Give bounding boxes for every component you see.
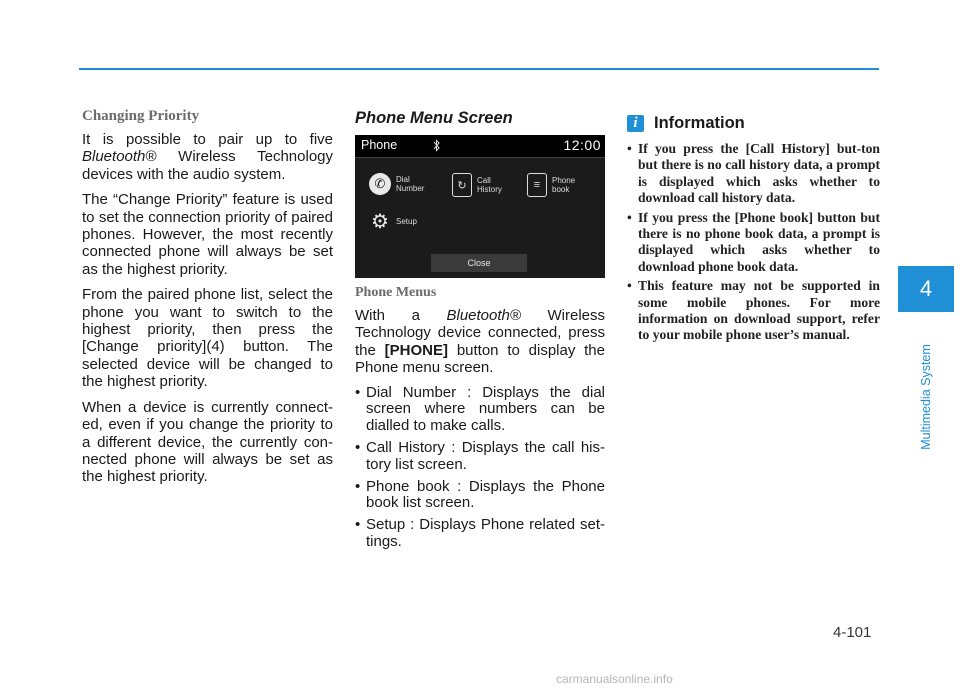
list-item: • Dial Number : Displays the dial screen where numbers can be dialled to make calls. (355, 385, 605, 435)
phone-menu-screen-title: Phone Menu Screen (355, 109, 513, 127)
top-rule (79, 68, 879, 70)
list-item: • This feature may not be supported in some mobile phones. For more information on download support, refer to your mobile phone user’s manual. (627, 278, 880, 344)
phone-handset-icon: ✆ (369, 173, 391, 195)
phone-book-icon: ≡ (527, 173, 547, 197)
paragraph-pairing: It is possible to pair up to five Bluetooth® Wireless Technology devices with the audio system. (82, 131, 333, 183)
page-number: 4-101 (833, 624, 872, 641)
list-item: • If you press the [Phone book] button but there is no phone book data, a prompt is displayed which asks whether to download phone book data. (627, 210, 880, 276)
info-icon: i (627, 115, 644, 132)
paragraph-connected-device: When a device is currently connect-ed, even if you change the priority to a different device, the currently con-nected phone will always be set as the highest priority. (82, 398, 333, 486)
list-item: • Call History : Displays the call his-tory list screen. (355, 440, 605, 474)
screen-clock: 12:00 (563, 137, 601, 153)
phone-menu-screenshot (355, 135, 605, 278)
dial-number-label: Dial Number (396, 175, 425, 193)
phone-menu-list (355, 385, 605, 551)
gear-icon: ⚙ (371, 210, 389, 233)
phone-menus-heading: Phone Menus (355, 285, 437, 300)
information-list (627, 141, 880, 344)
column-information (627, 108, 880, 347)
paragraph-change-priority: The “Change Priority” feature is used to set the connection priority of paired phones. However, the most recently connected phone will always be set as the highest priority. (82, 191, 333, 278)
phone-book-button[interactable] (527, 173, 592, 197)
chapter-label: Multimedia System (919, 344, 933, 450)
column-changing-priority (82, 108, 333, 494)
close-button[interactable]: Close (431, 254, 527, 272)
list-item: • Phone book : Displays the Phone book list screen. (355, 479, 605, 513)
dial-number-button[interactable] (369, 173, 436, 195)
call-history-label: Call History (477, 176, 502, 194)
phone-book-label: Phone book (552, 176, 576, 194)
phone-menus-intro: With a Bluetooth® Wireless Technology device connected, press the [PHONE] button to display the Phone menu screen. (355, 307, 605, 377)
information-header (627, 114, 880, 133)
call-history-icon: ↻ (452, 173, 472, 197)
watermark: carmanualsonline.info (556, 672, 673, 686)
call-history-button[interactable] (452, 173, 517, 197)
bluetooth-icon (433, 139, 441, 152)
list-item: • Setup : Displays Phone related set-tings. (355, 517, 605, 551)
list-item: • If you press the [Call History] but-ton but there is no call history data, a prompt is displayed which asks whether to download call history data. (627, 141, 880, 207)
information-title: Information (654, 114, 745, 132)
setup-label: Setup (396, 216, 417, 226)
paragraph-select-phone: From the paired phone list, select the phone you want to switch to the highest priority, then press the [Change priority](4) button. The selected device will be changed to the highest priority. (82, 286, 333, 391)
screen-title: Phone (361, 138, 398, 152)
chapter-tab: 4 (898, 266, 954, 312)
column-phone-menu (355, 108, 605, 556)
setup-button[interactable] (369, 210, 436, 232)
changing-priority-heading: Changing Priority (82, 108, 200, 124)
